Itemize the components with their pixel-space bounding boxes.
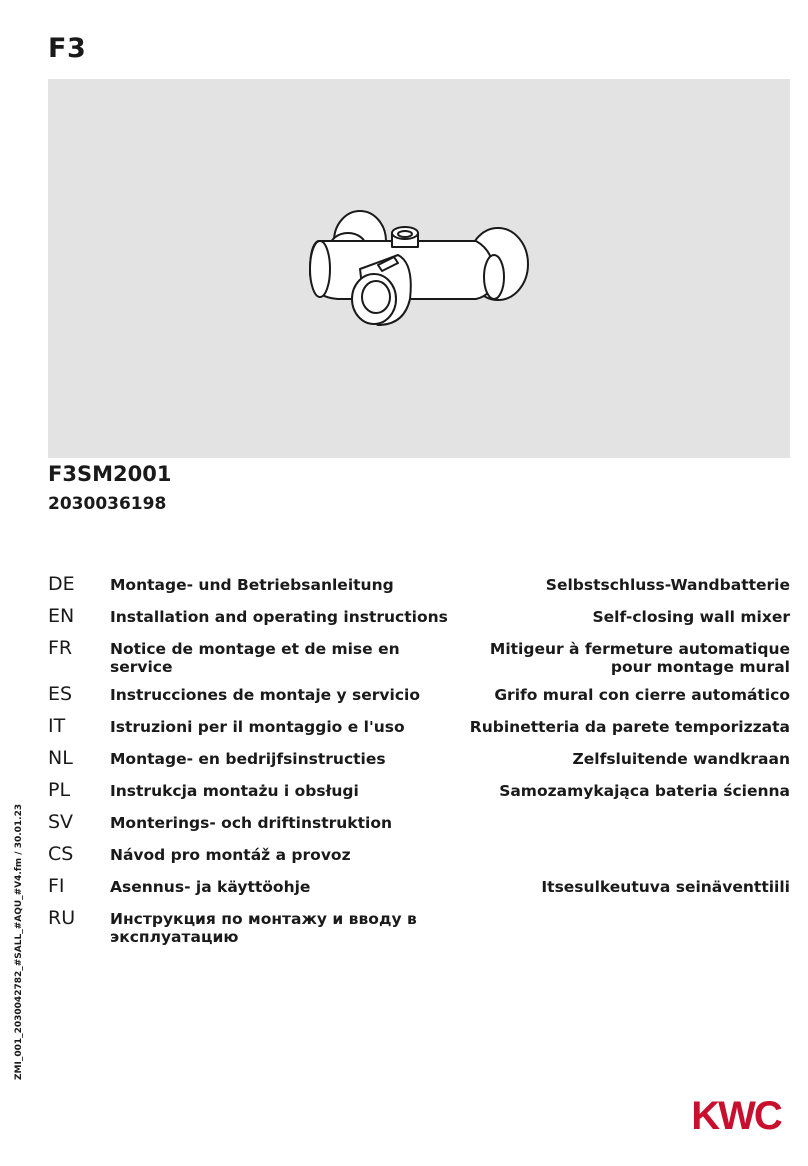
language-code: EN [48, 605, 75, 627]
language-product-name: Zelfsluitende wandkraan [572, 750, 790, 768]
language-code: FR [48, 637, 73, 659]
language-instruction-title: Montage- und Betriebsanleitung [110, 576, 394, 594]
language-instruction-title: Notice de montage et de mise en service [110, 640, 400, 676]
language-instruction-title: Návod pro montáž a provoz [110, 846, 351, 864]
language-code: SV [48, 811, 74, 833]
product-illustration-panel [48, 79, 790, 458]
language-instruction-title: Monterings- och driftinstruktion [110, 814, 393, 832]
language-code: ES [48, 683, 73, 705]
model-number: F3SM2001 [48, 462, 172, 486]
language-instruction-title: Инструкция по монтажу и вводу в эксплуатацию [110, 910, 417, 946]
language-product-name: Samozamykająca bateria ścienna [499, 782, 790, 800]
kwc-logo-mark [682, 1095, 790, 1135]
language-product-name: Mitigeur à fermeture automatique pour montage mural [489, 640, 790, 676]
kwc-logo-text: KWC [691, 1095, 781, 1135]
kwc-logo [682, 1095, 790, 1135]
language-instruction-title: Installation and operating instructions [110, 608, 448, 626]
series-title: F3 [48, 33, 87, 64]
language-instruction-title: Asennus- ja käyttöohje [110, 878, 311, 896]
language-code: PL [48, 779, 71, 801]
language-code: IT [48, 715, 66, 737]
language-code: CS [48, 843, 74, 865]
language-code: RU [48, 907, 76, 929]
language-code: NL [48, 747, 73, 769]
document-code: ZMI_001_2030042782_#SALL_#AQU_#V4.fm / 30.01.23 [14, 803, 24, 1080]
language-code: DE [48, 573, 75, 595]
language-product-name: Grifo mural con cierre automático [494, 686, 790, 704]
wall-mixer-illustration [48, 79, 790, 458]
language-instruction-title: Istruzioni per il montaggio e l'uso [110, 718, 405, 736]
article-number: 2030036198 [48, 494, 167, 514]
language-instruction-title: Instrucciones de montaje y servicio [110, 686, 420, 704]
language-product-name: Selbstschluss-Wandbatterie [545, 576, 790, 594]
language-product-name: Itsesulkeutuva seinäventtiili [541, 878, 790, 896]
language-product-name: Self-closing wall mixer [592, 608, 790, 626]
language-instruction-title: Instrukcja montażu i obsługi [110, 782, 359, 800]
language-code: FI [48, 875, 65, 897]
language-product-name: Rubinetteria da parete temporizzata [469, 718, 790, 736]
language-instruction-title: Montage- en bedrijfsinstructies [110, 750, 386, 768]
